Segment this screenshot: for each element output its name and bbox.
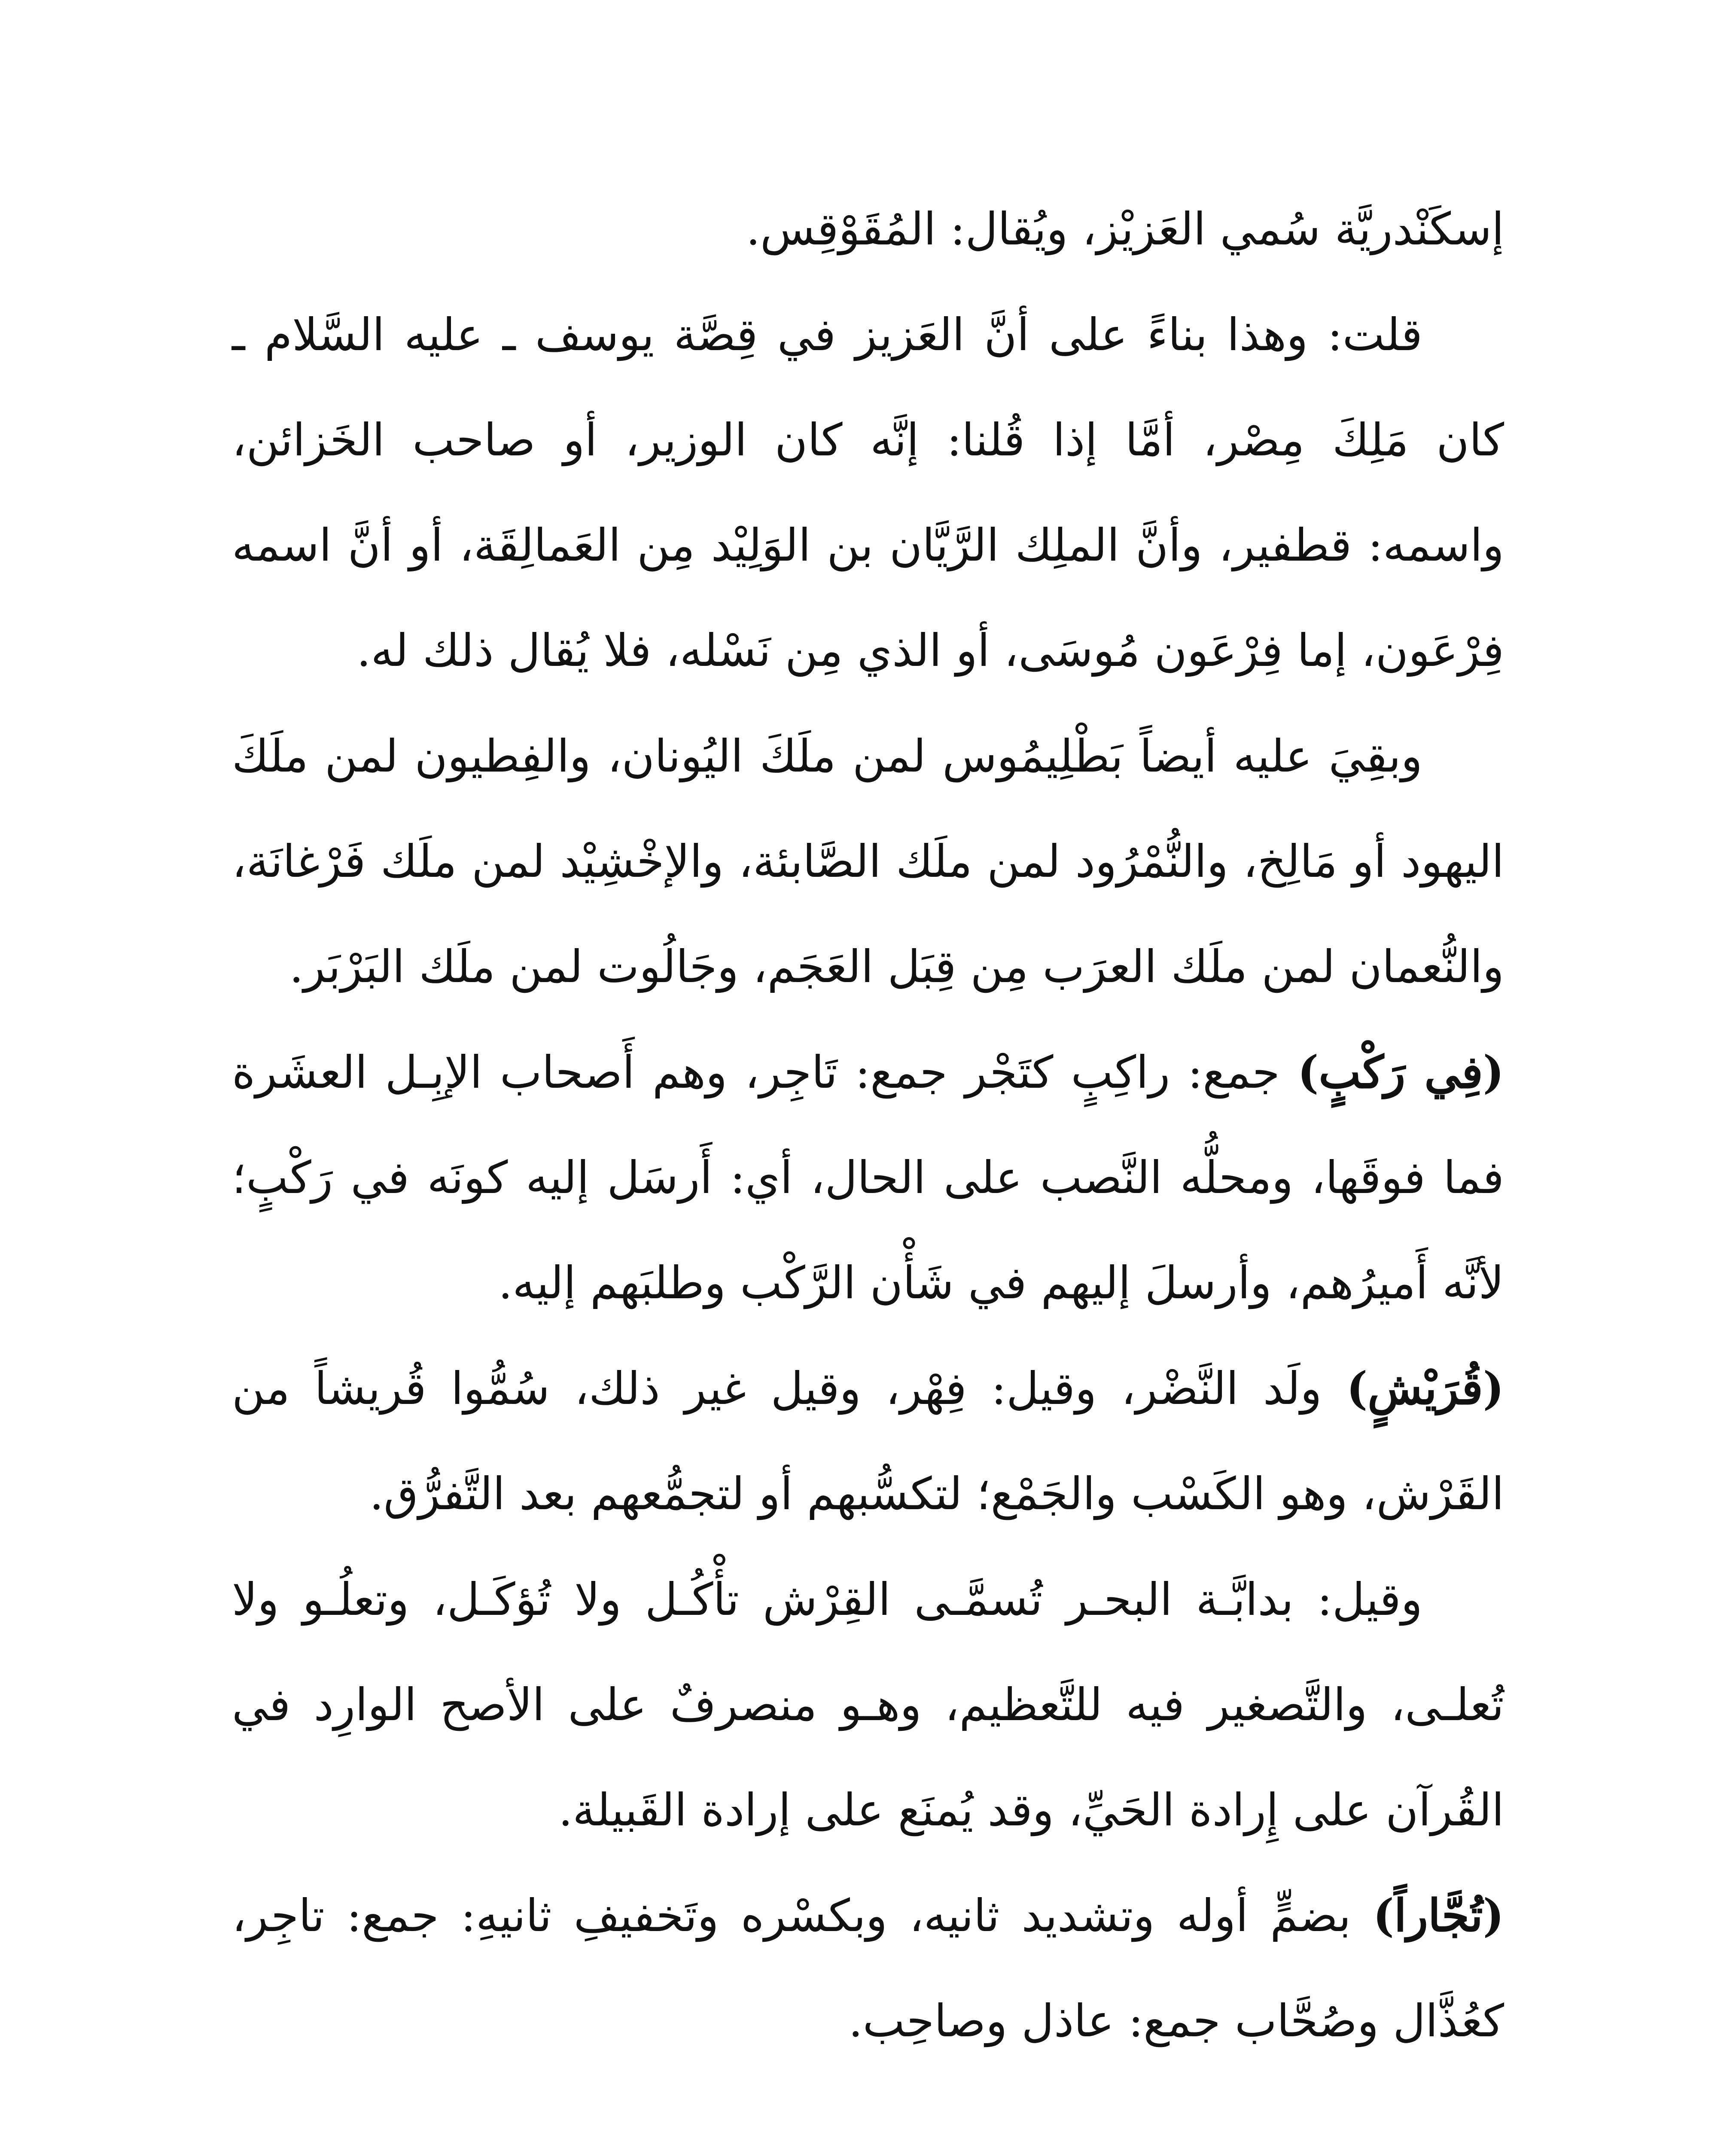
lemma-tujjar: (تُجَّاراً) xyxy=(1373,1889,1504,1942)
lemma-rakb: (فِي رَكْبٍ) xyxy=(1297,1046,1504,1098)
paragraph-kings-titles xyxy=(232,703,1504,1019)
paragraph-text: وبقِيَ عليه أيضاً بَطْلِيمُوس لمن ملَكَ اليُونان، والفِطيون لمن ملَكَ اليهود أو مَالِخ، والنُّمْرُود لمن ملَك الصَّابئة، والإخْشِيْد لمن ملَك فَرْغانَة، والنُّعمان لمن ملَك العرَب مِن قِبَل العَجَم، وجَالُوت لمن ملَك البَرْبَر. xyxy=(232,730,1504,993)
paragraph-text: بضمٍّ أوله وتشديد ثانيه، وبكسْره وتَخفيفِ ثانيهِ: جمع: تاجِر، كعُذَّال وصُحَّاب جمع: عاذل وصاحِب. xyxy=(232,1889,1504,2047)
lemma-quraysh: (قُرَيْشٍ) xyxy=(1346,1362,1504,1415)
paragraph-tujjar xyxy=(232,1863,1504,2074)
paragraph-aziz xyxy=(232,282,1504,703)
paragraph-qirsh xyxy=(232,1547,1504,1863)
paragraph-text: وقيل: بدابَّـة البحـر تُسمَّـى القِرْش تأْكُـل ولا تُؤكَـل، وتعلُـو ولا تُعلـى، والتَّصغير فيه للتَّعظيم، وهـو منصرفٌ على الأصح الوارِد في القُرآن على إِرادة الحَيِّ، وقد يُمنَع على إرادة القَبيلة. xyxy=(232,1573,1504,1836)
paragraph-rakb xyxy=(232,1019,1504,1336)
paragraph-text: قلت: وهذا بناءً على أنَّ العَزيز في قِصَّة يوسف ـ عليه السَّلام ـ كان مَلِكَ مِصْر، أمَّا إذا قُلنا: إنَّه كان الوزير، أو صاحب الخَزائن، واسمه: قطفير، وأنَّ الملِك الرَّيَّان بن الوَلِيْد مِن العَمالِقَة، أو أنَّ اسمه فِرْعَون، إما فِرْعَون مُوسَى، أو الذي مِن نَسْله، فلا يُقال ذلك له. xyxy=(232,308,1504,677)
body-text xyxy=(232,176,1504,2074)
paragraph-text: إسكَنْدريَّة سُمي العَزيْز، ويُقال: المُقَوْقِس. xyxy=(746,203,1504,255)
paragraph-quraysh xyxy=(232,1336,1504,1547)
paragraph-text: جمع: راكِبٍ كتَجْر جمع: تَاجِر، وهم أَصحاب الإبِـل العشَرة فما فوقَها، ومحلُّه النَّصب على الحال، أي: أَرسَل إليه كونَه في رَكْبٍ؛ لأنَّه أَميرُهم، وأرسلَ إليهم في شَأْن الرَّكْب وطلبَهم إليه. xyxy=(232,1046,1504,1309)
paragraph-continuation xyxy=(232,176,1504,282)
paragraph-text: ولَد النَّضْر، وقيل: فِهْر، وقيل غير ذلك، سُمُّوا قُريشاً من القَرْش، وهو الكَسْب والجَمْع؛ لتكسُّبهم أو لتجمُّعهم بعد التَّفرُّق. xyxy=(232,1362,1504,1520)
